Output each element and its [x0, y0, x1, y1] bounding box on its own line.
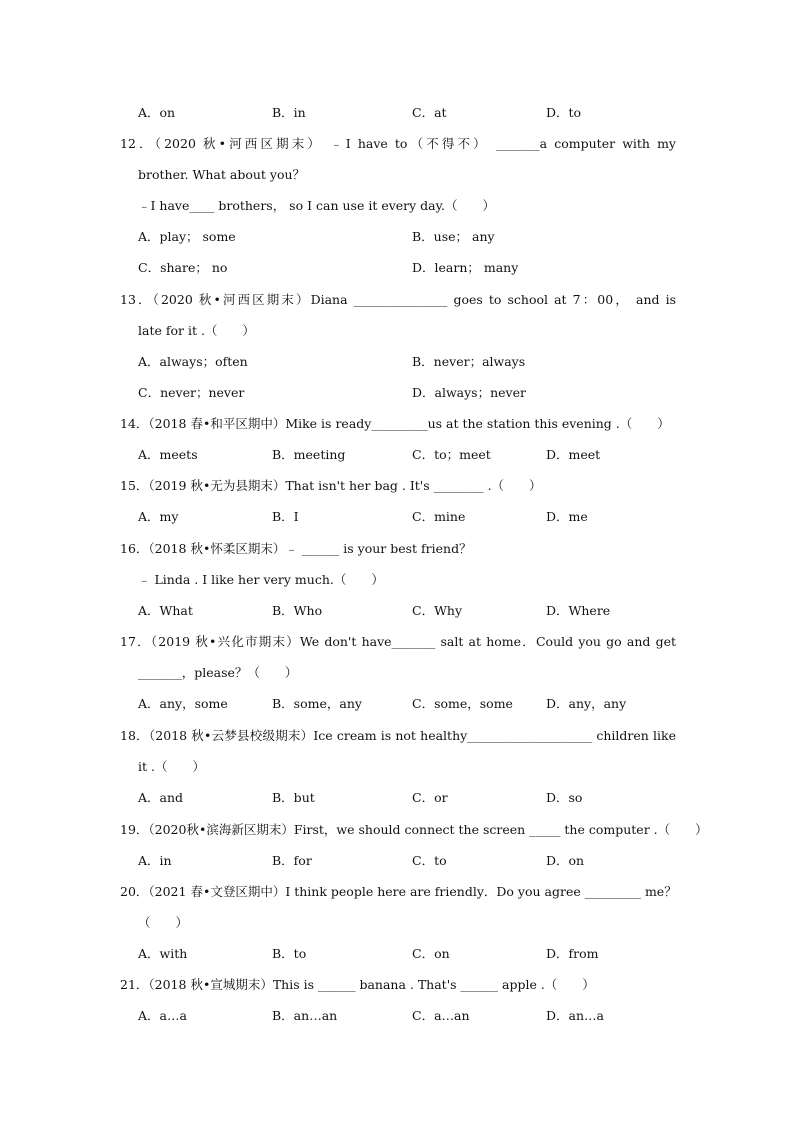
options-row	[120, 439, 676, 470]
option-c[interactable]: C．mine	[412, 509, 466, 524]
options-row	[120, 252, 676, 283]
question-text: 13．（2020 秋•河西区期末）Diana _______________ goes to school at 7：00， and is	[120, 292, 676, 307]
question-text: 17．（2019 秋•兴化市期末）We don't have_______ salt at home．Could you go and get	[120, 634, 676, 649]
option-a[interactable]: A．always；often	[138, 354, 248, 369]
option-b[interactable]: B．meeting	[272, 447, 346, 462]
option-c[interactable]: C．a…an	[412, 1008, 470, 1023]
options-row	[120, 845, 676, 876]
option-a[interactable]: A．any，some	[138, 696, 228, 711]
option-c[interactable]: C．some，some	[412, 696, 513, 711]
option-c[interactable]: C．on	[412, 946, 450, 961]
option-d[interactable]: D．from	[546, 946, 599, 961]
option-c[interactable]: C．to；meet	[412, 447, 491, 462]
question-text: 16．（2018 秋•怀柔区期末）﹣ ______ is your best friend？	[120, 541, 472, 556]
option-a[interactable]: A．and	[138, 790, 184, 805]
question-21	[120, 969, 676, 1031]
options-row	[120, 97, 676, 128]
option-a[interactable]: A．with	[138, 946, 188, 961]
options-row	[120, 1000, 676, 1031]
question-11	[120, 97, 676, 128]
question-text: 14．（2018 春•和平区期中）Mike is ready_________us at the station this evening .（ ）	[120, 416, 670, 431]
option-d[interactable]: D．me	[546, 509, 588, 524]
options-row	[120, 221, 676, 252]
option-b[interactable]: B．some，any	[272, 696, 362, 711]
option-c[interactable]: C．never；never	[138, 385, 245, 400]
question-13	[120, 284, 676, 408]
question-text: 20．（2021 春•文登区期中）I think people here are friendly．Do you agree _________ me？	[120, 884, 677, 899]
option-d[interactable]: D．so	[546, 790, 583, 805]
option-c[interactable]: C．share； no	[138, 260, 228, 275]
options-row	[120, 782, 676, 813]
option-b[interactable]: B．for	[272, 853, 312, 868]
option-c[interactable]: C．or	[412, 790, 448, 805]
option-d[interactable]: D．any，any	[546, 696, 627, 711]
option-b[interactable]: B．an…an	[272, 1008, 338, 1023]
question-text-continued: brother. What about you？	[138, 167, 306, 182]
question-text-continued: ﹣I have____ brothers， so I can use it every day.（ ）	[138, 198, 496, 213]
question-16	[120, 533, 676, 626]
question-text-continued: _______，please？（ ）	[138, 665, 298, 680]
option-d[interactable]: D．to	[546, 105, 582, 120]
option-d[interactable]: D．always；never	[412, 385, 526, 400]
option-a[interactable]: A．my	[138, 509, 179, 524]
options-row	[120, 377, 676, 408]
question-text-continued: late for it .（ ）	[138, 323, 255, 338]
option-d[interactable]: D．learn； many	[412, 260, 519, 275]
option-b[interactable]: B．in	[272, 105, 306, 120]
question-text: 21．（2018 秋•宣城期末）This is ______ banana . That's ______ apple .（ ）	[120, 977, 595, 992]
question-15	[120, 470, 676, 532]
option-c[interactable]: C．to	[412, 853, 447, 868]
option-a[interactable]: A．meets	[138, 447, 198, 462]
option-a[interactable]: A．a…a	[138, 1008, 187, 1023]
option-d[interactable]: D．an…a	[546, 1008, 604, 1023]
question-text-continued: ﹣ Linda . I like her very much.（ ）	[138, 572, 384, 587]
question-text: 19．（2020秋•滨海新区期末）First，we should connect the screen _____ the computer .（ ）	[120, 822, 708, 837]
option-a[interactable]: A．What	[138, 603, 193, 618]
option-d[interactable]: D．Where	[546, 603, 611, 618]
option-a[interactable]: A．play； some	[138, 229, 236, 244]
option-b[interactable]: B．never；always	[412, 354, 526, 369]
option-b[interactable]: B．to	[272, 946, 307, 961]
option-c[interactable]: C．Why	[412, 603, 463, 618]
question-text: 15．（2019 秋•无为县期末）That isn't her bag . It's ________ .（ ）	[120, 478, 542, 493]
option-d[interactable]: D．on	[546, 853, 585, 868]
question-18	[120, 720, 676, 813]
question-14	[120, 408, 676, 470]
option-d[interactable]: D．meet	[546, 447, 601, 462]
options-row	[120, 938, 676, 969]
question-text: 12．（2020 秋•河西区期末） ﹣I have to（不得不） _______a computer with my	[120, 136, 676, 151]
options-row	[120, 688, 676, 719]
question-text-continued: （ ）	[138, 915, 189, 930]
question-17	[120, 626, 676, 719]
option-a[interactable]: A．on	[138, 105, 176, 120]
question-19	[120, 814, 708, 876]
option-c[interactable]: C．at	[412, 105, 447, 120]
options-row	[120, 346, 676, 377]
options-row	[120, 595, 676, 626]
question-text-continued: it .（ ）	[138, 759, 205, 774]
option-b[interactable]: B．I	[272, 509, 299, 524]
option-a[interactable]: A．in	[138, 853, 172, 868]
option-b[interactable]: B．but	[272, 790, 315, 805]
question-12	[120, 128, 676, 283]
question-20	[120, 876, 676, 969]
option-b[interactable]: B．Who	[272, 603, 323, 618]
options-row	[120, 501, 676, 532]
question-text: 18．（2018 秋•云梦县校级期末）Ice cream is not healthy____________________ children like	[120, 728, 676, 743]
option-b[interactable]: B．use； any	[412, 229, 495, 244]
